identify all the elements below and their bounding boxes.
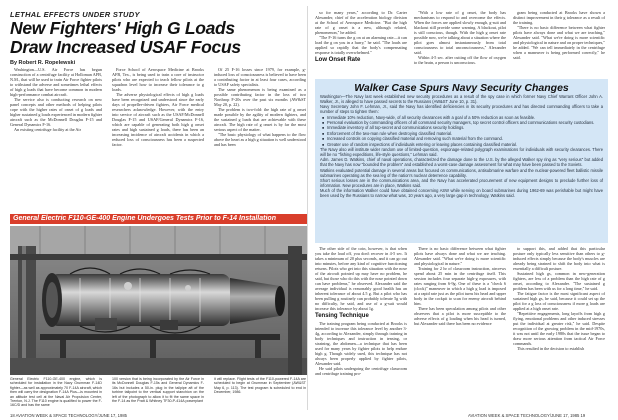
photo-banner [10, 214, 307, 224]
article-column-6 [513, 10, 605, 77]
paragraph: Washington—U.S. Air Force has begun construction of a centrifuge facility at Holloman AFB, N.M., that will be used to train Air Force fighter pilots to withstand the adverse and sometimes lethal effects of high g loads that have become common in modern high-performance combat aircraft. [10, 67, 102, 97]
paragraph: He said pilots undergoing the centrifuge classroom and centrifuge training pro- [315, 366, 407, 376]
paragraph: "The F-16 turns the g on at an alarming rate—it can load the g on you in a hurry," he said. "The loads are applied so rapidly that the body's compensating response is totally overwhelmed." [315, 35, 407, 55]
paragraph: The service also is conducting research on new panel concepts and other methods of helping pilots cope with the higher rates of onset of g loads and higher sustained g loads experienced in modern fighter aircraft such as the McDonnell Douglas F-15 and General Dynamics F-16. [10, 97, 102, 127]
photo-caption-1 [10, 377, 102, 413]
sidebar-bullet: ■ Personal evaluation by commanding officers of all command security managers, top secret control officers and communications security custodians. [320, 121, 603, 126]
paragraph: Force School of Aerospace Medicine at Brooks AFB, Tex., is being used to train a core of instructor pilots who are expected to teach fellow pilots at the squadron level how to increase their tolerance to g loads. [112, 67, 204, 92]
sidebar-paragraph: Washington—The Navy last week established new security procedures as a result of the spy case in which former Navy Chief Warrant Officer John A. Walker, Jr., is alleged to have passed secrets to the Russians (AW&ST June 10, p. 31). [320, 94, 603, 104]
paragraph: "The basic physiology of what happens to the flow above the heart as a high g situation is well understood and has been [214, 132, 306, 147]
engine-test-cell-image [10, 226, 307, 375]
sidebar-bullet: ■ Immediate inventory of all top-secret and communications security holdings. [320, 126, 603, 131]
subhead-low-onset-rate: Low Onset Rate [315, 57, 361, 63]
kicker: LETHAL EFFECTS UNDER STUDY [10, 10, 140, 19]
photo-caption-2 [112, 377, 204, 413]
paragraph: This resulted in the decision to establish [517, 346, 585, 351]
paragraph: gram being conducted at Brooks have shown a distinct improvement in their g tolerance as a result of the training. [513, 10, 605, 25]
caption-text: General Electric F110-GE-400 engine, which is scheduled for installation in the Navy Grumman F-14D fighter—as well as approximately 70 F-14A aircraft, which then will carry the designation F-14A Plus—is mounted in an altitude test cell at the Naval Air Propulsion Center, Trenton, N.J. The F110 engine is qualified to power the F-16C/D and has the same [10, 377, 102, 408]
article-column-4 [315, 10, 407, 77]
caption-text: it will replace. Flight tests of the F110-powered F-14A are scheduled to begin at Grumman in September (AW&ST May 6, p. 113). The test program is scheduled to end in December, 1986. [214, 377, 306, 395]
paragraph: The problem is two-fold: the high rate of g onset made possible by the agility of modern fighters, and the sustained g loads that are achievable with these aircraft. The high rate of g onset is by far the most serious aspect of the matter. [214, 107, 306, 132]
paragraph: The other side of the coin, however, is that when you take the load off, you don't recover in 4-5 sec. It takes a minimum of 20 plus seconds, and it can go out into minutes, before any kind of cognitive functioning returns. Pilots who get into this situation with the nose of the aircraft pointed up may have no problem, he said, but those who do this with the nose pointed down can have problems," he observed. Alexander said the average individual is reasonably good health has an inherent tolerance of about 4.5 g. But a pilot who has been pulling g routinely can probably tolerate 5g with no difficulty, he said, and use of a g-suit would increase this tolerance by about 1g. [315, 246, 407, 311]
sidebar-body [320, 95, 603, 200]
sidebar-bullet: ■ Greater use of random inspections of individuals entering or leaving places containing classified material. [320, 143, 603, 148]
paragraph: Within 4-5 sec. after cutting off the flow of oxygen to the brain, a person is unconscious. [414, 55, 506, 65]
sidebar-paragraph: Navy Secretary John F. Lehman, Jr., said the Navy has identified deficiencies in its security procedures and has directed commanding officers to take a number of steps to tighten them: [320, 104, 603, 115]
engine-photo [10, 226, 307, 375]
caption-text: 100 version that is being incorporated by the Air Force in its McDonnell Douglas F-15s and General Dynamics F-16s but includes a 50-in. plug in the tailpipe aft of the turbine tailpoint to the vertical support stanchion on the left of the photograph to allow it to fit the same space in the F-14 as the Pratt & Whitney TF30-P-414A powerplant [112, 377, 204, 404]
photo-caption-3 [214, 377, 306, 413]
article-column-1 [10, 67, 102, 212]
paragraph: "With a low rate of g onset, the body has mechanisms to respond to and overcome the effects. When the forces are applied slowly enough, g-suit and blackout still provide some warning. A blackout, pilot is still conscious, though. With the high g onset rate possible now, we're talking about a situation where the pilot goes almost instantaneously from total consciousness to total unconsciousness," Alexander said. [414, 10, 506, 55]
paragraph: The adverse physiological effects of high g loads have been recognized and understood since the early days of propeller-driven fighters, Air Force medical researchers acknowledge. However, with the entry into service of aircraft such as the USAF/McDonnell Douglas F-15 and USAF/General Dynamics F-16, which are capable of generating both high g onset rates and high sustained g loads, there has been an increasing incidence of aircraft accidents in which a reduced loss of consciousness has been a suspected factor. [112, 92, 204, 147]
article-column-8 [414, 246, 506, 413]
paragraph: so for many years," according to Dr. Carter Alexander, chief of the acceleration biology division at the School of Aerospace Medicine. "But the high rate of g onset is a new, although related, phenomenon," he added. [315, 10, 407, 35]
paragraph: The fatigue factor is the most significant aspect of sustained high gs, he said, because it could set up the pilot for a g loss of consciousness if more g loads are applied at a high onset rate. [513, 291, 605, 311]
paragraph: Training for 2 hr of classroom instruction, aircrews spend about 25 min in the centrifuge itself. This session includes four separate high-g exposures, with rates ranging from 6-9g. One of these is a "check 6 (clock)" maneuver in which a high g load is imposed at a rapid rate just as the pilot turns his head and upper body in the cockpit to scan for enemy aircraft behind him. [414, 266, 506, 306]
article-column-9 [513, 246, 605, 413]
sidebar-paragraph: Watkins evaluated potential damage in several areas but focused on communications, antisubmarine warfare and the nuclear-powered fleet ballistic missile submarines operating as the sea leg of the nation's nuclear deterrence capability. [320, 167, 603, 178]
sidebar-paragraph: Adm. James D. Watkins, chief of naval operations, characterized the damage done to the U.S. by the alleged Walker spy ring as "very serious" but added that the Navy has now "bounded the problem" and established a worst-case damage assessment for what may have been passed to the Soviets. [320, 157, 603, 168]
article-column-2 [112, 67, 204, 212]
article-column-5 [414, 10, 506, 77]
sidebar-paragraph: Short serious losses are in the communications area, and the Navy has accelerated procurement of new equipment designs to preclude further loss of information. New procedures are in place, Watkins said. [320, 178, 603, 188]
paragraph: An existing centrifuge facility at the Air [14, 127, 81, 132]
photo-banner-title: General Electric F110-GE-400 Engine Undergoes Tests Prior to F-14 Installation [13, 215, 276, 222]
paragraph: to support this, and added that this particular posture only typically less sensitive than others to g-induced effects simply because the body's muscles are already being strained to shift the body into what is essentially a difficult posture. [513, 246, 605, 271]
byline: By Robert R. Ropelewski [10, 60, 76, 66]
paragraph: There is no basic difference between what fighter pilots have always done and what we are teaching. Alexander said. "What we're doing is more scientific and physiological in nature." [414, 246, 506, 266]
article-column-3 [214, 67, 306, 212]
sidebar-paragraph: Much of the information Walker could have obtained concerning ASW while serving on board submarines during 1962-69 was perishable but might have been used by the Russians to narrow what was, 10 years ago, a very large gap in technology, Watkins said. [320, 188, 603, 199]
paragraph: Of 25 F-16 losses since 1979, for example, g-induced loss of consciousness is believed to have been a contributing factor in at least four cases, according to USAF safety specialists. [214, 67, 306, 87]
article-column-7 [315, 246, 407, 413]
folio-right: AVIATION WEEK & SPACE TECHNOLOGY/JUNE 17, 1985 19 [468, 413, 586, 418]
sidebar-paragraph: The Navy also will institute wider random use of limited-question, espionage-related polygraph examinations for individuals with security clearances. There will be no "fishing expeditions, life-style questions," Lehman said. [320, 147, 603, 158]
paragraph: The training program being conducted at Brooks is intended to increase this tolerance level by another 3-4g, according to Alexander, simply through training in body techniques and instruction in tensing, or straining, the abdomen—a technique that has been used for many years by fighter pilots to help endure high g. Though widely used, this technique has not always been properly applied by fighter pilots, Alexander said. [315, 321, 407, 366]
subhead-tensing-technique: Tensing Technique [315, 313, 369, 319]
paragraph: There has been speculation among pilots and other observers that a pilot is more susceptible to the adverse effects of g loading when his head is turned, but Alexander said there has been no evidence [414, 306, 506, 326]
paragraph: Sustained high gs, common in new-generation fighters, are less of a problem than the high rate of g onset, according to Alexander. "The sustained g problem has been with us for a long time," he said. [513, 271, 605, 291]
sidebar-bullet: ■ Increased controls on copying classified material and removing such material from the command. [320, 137, 603, 142]
headline [10, 19, 310, 56]
paragraph: "Repetitive engagements, long layoffs from high g flying, emotional problems and other induced stresses put the individual at greater risk," he said. Despite recognition of the growing problem in the mid-1970s, it was not until the early 1980s that the issue began to draw more serious attention from tactical Air Force commands. [513, 311, 605, 346]
headline-line-2: Draw Increased USAF Focus [10, 36, 241, 57]
sidebar-bullet: ■ Enforcement of the two-man rule when destroying classified material. [320, 132, 603, 137]
folio-left: 18 AVIATION WEEK & SPACE TECHNOLOGY/JUNE 17, 1985 [10, 413, 127, 418]
sidebar-title: Walker Case Spurs Navy Security Changes [354, 82, 569, 94]
sidebar-bullet: ■ Immediate 10% reduction, Navy-wide, of all security clearances with a goal of a 50% reduction as soon as feasible. [320, 116, 603, 121]
paragraph: The same phenomenon is being examined as a possible contributing factor in the loss of two Northrop F-20s over the past six months (AW&ST May 20, p. 22). [214, 87, 306, 107]
paragraph: "There is no basic difference between what fighter pilots have always done and what we are teaching," Alexander said. "What we're doing is more scientific and physiological in nature and on proper techniques," he added. "We can tell immediately in the centrifuge when a maneuver is being performed correctly," he said. [513, 25, 605, 60]
sidebar-box [315, 79, 608, 243]
headline-line-1: New Fighters' High G Loads [10, 18, 235, 38]
page-gutter [307, 6, 308, 410]
